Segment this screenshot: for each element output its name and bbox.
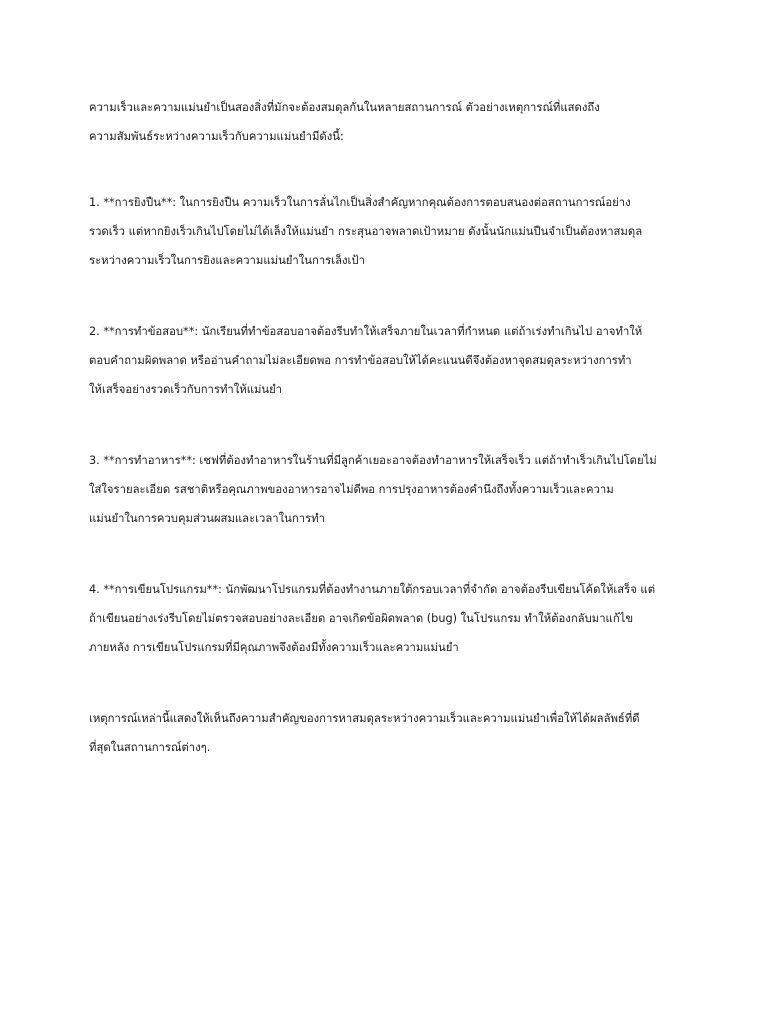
list-item-line: 1. **การยิงปืน**: ในการยิงปืน ความเร็วในการลั่นไกเป็นสิ่งสำคัญหากคุณต้องการตอบสนองต่อสถานการณ์อย่าง <box>89 196 631 209</box>
list-item-line: ใส่ใจรายละเอียด รสชาติหรือคุณภาพของอาหารอาจไม่ดีพอ การปรุงอาหารต้องคำนึงถึงทั้งความเร็วและความ <box>89 483 614 496</box>
list-item-line: 3. **การทำอาหาร**: เชฟที่ต้องทำอาหารในร้านที่มีลูกค้าเยอะอาจต้องทำอาหารให้เสร็จเร็ว แต่ถ้าทำเร็วเกินไปโดยไม่ <box>89 454 657 467</box>
list-item-line: ระหว่างความเร็วในการยิงและความแม่นยำในการเล็งเป้า <box>89 254 365 267</box>
list-item-line: 4. **การเขียนโปรแกรม**: นักพัฒนาโปรแกรมที่ต้องทำงานภายใต้กรอบเวลาที่จำกัด อาจต้องรีบเขียนโค้ดให้เสร็จ แต่ <box>89 583 656 596</box>
intro-line: ความสัมพันธ์ระหว่างความเร็วกับความแม่นยำมีดังนี้: <box>89 130 344 143</box>
intro-paragraph <box>89 93 679 151</box>
list-item-line: ถ้าเขียนอย่างเร่งรีบโดยไม่ตรวจสอบอย่างละเอียด อาจเกิดข้อผิดพลาด (bug) ในโปรแกรม ทำให้ต้องกลับมาแก้ไข <box>89 612 634 625</box>
list-item-cooking <box>89 446 679 533</box>
list-item-line: ตอบคำถามผิดพลาด หรืออ่านคำถามไม่ละเอียดพอ การทำข้อสอบให้ได้คะแนนดีจึงต้องหาจุดสมดุลระหว่างการทำ <box>89 354 632 367</box>
list-item-exam <box>89 317 679 404</box>
conclusion-line: เหตุการณ์เหล่านี้แสดงให้เห็นถึงความสำคัญของการหาสมดุลระหว่างความเร็วและความแม่นยำเพื่อให้ได้ผลลัพธ์ที่ดี <box>89 712 640 725</box>
list-item-line: 2. **การทำข้อสอบ**: นักเรียนที่ทำข้อสอบอาจต้องรีบทำให้เสร็จภายในเวลาที่กำหนด แต่ถ้าเร่งทำเกินไป อาจทำให้ <box>89 325 643 338</box>
list-item-line: แม่นยำในการควบคุมส่วนผสมและเวลาในการทำ <box>89 512 325 525</box>
list-item-line: ให้เสร็จอย่างรวดเร็วกับการทำให้แม่นยำ <box>89 383 283 396</box>
intro-line: ความเร็วและความแม่นยำเป็นสองสิ่งที่มักจะต้องสมดุลกันในหลายสถานการณ์ ตัวอย่างเหตุการณ์ที่แสดงถึง <box>89 101 600 114</box>
list-item-line: รวดเร็ว แต่หากยิงเร็วเกินไปโดยไม่ได้เล็งให้แม่นยำ กระสุนอาจพลาดเป้าหมาย ดังนั้นนักแม่นปืนจำเป็นต้องหาสมดุล <box>89 225 643 238</box>
list-item-shooting <box>89 188 679 275</box>
list-item-line: ภายหลัง การเขียนโปรแกรมที่มีคุณภาพจึงต้องมีทั้งความเร็วและความแม่นยำ <box>89 641 459 654</box>
list-item-programming <box>89 575 679 662</box>
conclusion-line: ที่สุดในสถานการณ์ต่างๆ. <box>89 741 211 754</box>
document-body <box>89 93 679 762</box>
conclusion-paragraph <box>89 704 679 762</box>
